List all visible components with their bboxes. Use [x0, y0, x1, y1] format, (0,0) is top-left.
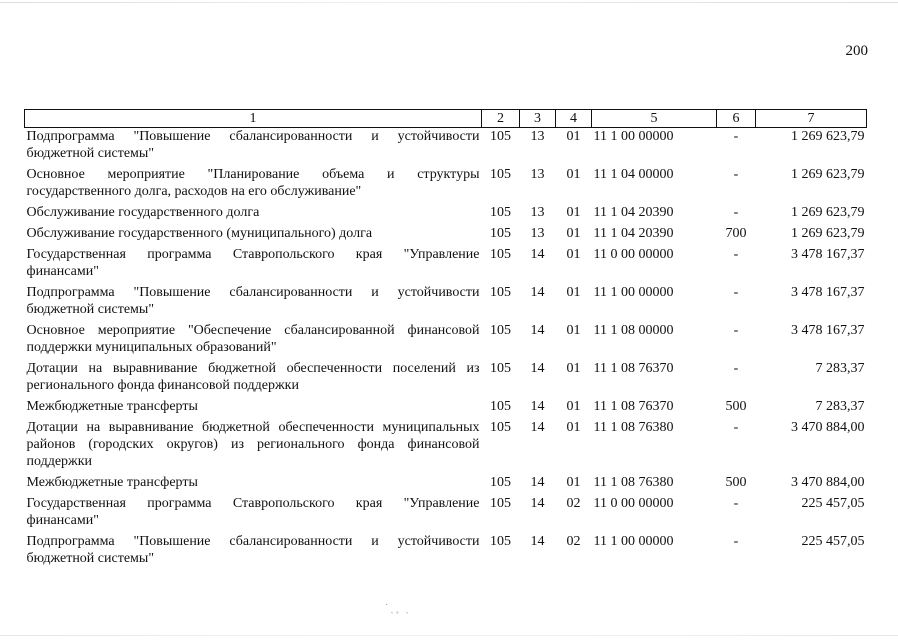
table-row [25, 419, 867, 474]
row-expense-type: - [733, 323, 739, 338]
row-amount: 1 269 623,79 [791, 226, 865, 241]
row-name: Межбюджетные трансферты [26, 399, 198, 414]
table-row [25, 166, 867, 204]
row-col-3: 14 [530, 399, 545, 414]
row-col-2: 105 [490, 247, 511, 262]
row-name: Подпрограмма "Повышение сбалансированности и устойчивости бюджетной системы" [26, 285, 480, 317]
row-expense-type: - [733, 534, 739, 549]
table-row [25, 495, 867, 533]
row-amount: 3 478 167,37 [791, 247, 865, 262]
scan-bottom-edge [0, 635, 898, 636]
row-expense-type: - [733, 361, 739, 376]
row-expense-type: 500 [725, 475, 747, 490]
row-col-4: 01 [566, 247, 581, 262]
table-row [25, 284, 867, 322]
scan-artifact: ˙ˏ˳ ˎ [385, 603, 411, 614]
scan-top-edge [0, 2, 898, 3]
header-col-6: 6 [717, 110, 756, 128]
row-expense-type: 700 [725, 226, 747, 241]
row-amount: 3 478 167,37 [791, 285, 865, 300]
row-name: Дотации на выравнивание бюджетной обеспеченности поселений из регионального фонда финансовой поддержки [26, 361, 480, 393]
table-row [25, 533, 867, 571]
row-amount: 3 470 884,00 [791, 475, 865, 490]
header-col-2: 2 [482, 110, 520, 128]
row-col-4: 02 [566, 534, 581, 549]
row-expense-type: - [733, 247, 739, 262]
row-col-2: 105 [490, 129, 511, 144]
row-amount: 1 269 623,79 [791, 205, 865, 220]
row-amount: 1 269 623,79 [791, 129, 865, 144]
table-row [25, 398, 867, 419]
row-code: 11 1 08 76370 [593, 399, 674, 414]
row-name: Подпрограмма "Повышение сбалансированности и устойчивости бюджетной системы" [26, 534, 480, 566]
table-row [25, 474, 867, 495]
row-code: 11 0 00 00000 [593, 496, 674, 511]
header-col-3: 3 [520, 110, 556, 128]
row-col-4: 01 [566, 285, 581, 300]
row-expense-type: - [733, 205, 739, 220]
row-name: Основное мероприятие "Планирование объема и структуры государственного долга, расходов на его обслуживание" [26, 167, 480, 199]
row-col-4: 02 [566, 496, 581, 511]
row-code: 11 0 00 00000 [593, 247, 674, 262]
row-col-2: 105 [490, 226, 511, 241]
row-col-4: 01 [566, 399, 581, 414]
row-col-3: 13 [530, 129, 545, 144]
row-col-2: 105 [490, 475, 511, 490]
row-code: 11 1 08 76380 [593, 475, 674, 490]
row-col-2: 105 [490, 534, 511, 549]
row-col-2: 105 [490, 205, 511, 220]
row-col-4: 01 [566, 226, 581, 241]
row-col-4: 01 [566, 420, 581, 435]
row-col-4: 01 [566, 323, 581, 338]
row-col-2: 105 [490, 361, 511, 376]
row-col-3: 14 [530, 361, 545, 376]
table-row [25, 204, 867, 225]
row-expense-type: - [733, 167, 739, 182]
row-amount: 3 470 884,00 [791, 420, 865, 435]
row-amount: 7 283,37 [815, 399, 865, 414]
row-name: Государственная программа Ставропольского края "Управление финансами" [26, 496, 480, 528]
header-col-5: 5 [592, 110, 717, 128]
header-col-4: 4 [556, 110, 592, 128]
row-col-3: 14 [530, 534, 545, 549]
row-expense-type: - [733, 129, 739, 144]
row-col-2: 105 [490, 285, 511, 300]
row-col-4: 01 [566, 129, 581, 144]
row-col-3: 13 [530, 205, 545, 220]
row-col-3: 14 [530, 475, 545, 490]
row-col-4: 01 [566, 205, 581, 220]
row-code: 11 1 08 76380 [593, 420, 674, 435]
row-amount: 225 457,05 [801, 496, 865, 511]
row-expense-type: 500 [725, 399, 747, 414]
row-col-3: 14 [530, 420, 545, 435]
row-col-2: 105 [490, 496, 511, 511]
row-col-4: 01 [566, 475, 581, 490]
row-code: 11 1 08 76370 [593, 361, 674, 376]
header-col-1: 1 [25, 110, 482, 128]
row-col-4: 01 [566, 361, 581, 376]
row-col-3: 13 [530, 167, 545, 182]
row-code: 11 1 00 00000 [593, 534, 674, 549]
row-col-2: 105 [490, 420, 511, 435]
row-col-3: 14 [530, 323, 545, 338]
row-name: Государственная программа Ставропольского края "Управление финансами" [26, 247, 480, 279]
row-name: Основное мероприятие "Обеспечение сбалансированной финансовой поддержки муниципальных образований" [26, 323, 480, 355]
row-col-3: 14 [530, 285, 545, 300]
budget-table [24, 109, 867, 571]
row-code: 11 1 00 00000 [593, 129, 674, 144]
row-name: Обслуживание государственного долга [26, 205, 260, 220]
table-row [25, 322, 867, 360]
row-name: Обслуживание государственного (муниципального) долга [26, 226, 373, 241]
row-expense-type: - [733, 420, 739, 435]
header-row [25, 110, 867, 128]
row-name: Подпрограмма "Повышение сбалансированности и устойчивости бюджетной системы" [26, 129, 480, 161]
table-row [25, 360, 867, 398]
header-col-7: 7 [756, 110, 867, 128]
row-code: 11 1 08 00000 [593, 323, 674, 338]
row-expense-type: - [733, 285, 739, 300]
row-amount: 7 283,37 [815, 361, 865, 376]
row-name: Дотации на выравнивание бюджетной обеспеченности муниципальных районов (городских округов) из регионального фонда финансовой поддержки [26, 420, 480, 469]
row-col-2: 105 [490, 167, 511, 182]
row-code: 11 1 04 20390 [593, 205, 674, 220]
row-expense-type: - [733, 496, 739, 511]
row-code: 11 1 04 00000 [593, 167, 674, 182]
row-col-3: 13 [530, 226, 545, 241]
row-amount: 1 269 623,79 [791, 167, 865, 182]
table-row [25, 246, 867, 284]
page-number: 200 [845, 43, 868, 59]
row-col-3: 14 [530, 247, 545, 262]
row-col-2: 105 [490, 323, 511, 338]
row-col-4: 01 [566, 167, 581, 182]
row-amount: 3 478 167,37 [791, 323, 865, 338]
row-col-2: 105 [490, 399, 511, 414]
table-row [25, 225, 867, 246]
row-col-3: 14 [530, 496, 545, 511]
row-code: 11 1 00 00000 [593, 285, 674, 300]
row-amount: 225 457,05 [801, 534, 865, 549]
table-row [25, 128, 867, 167]
row-name: Межбюджетные трансферты [26, 475, 198, 490]
row-code: 11 1 04 20390 [593, 226, 674, 241]
